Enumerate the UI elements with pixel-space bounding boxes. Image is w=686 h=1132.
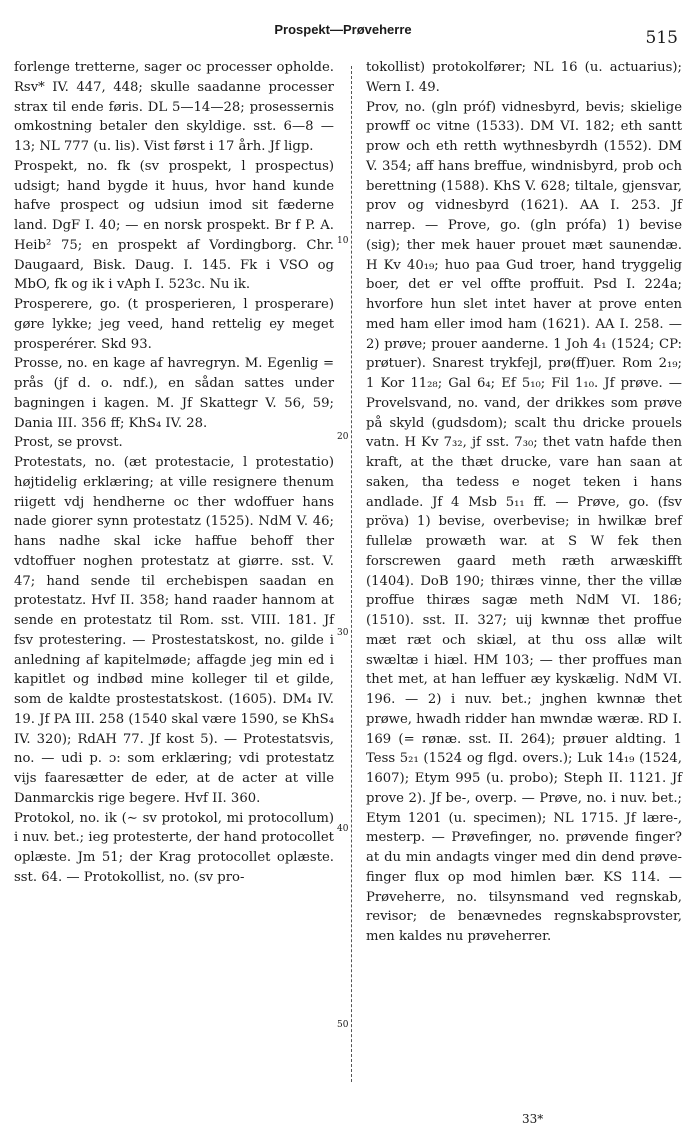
line-number: 10 bbox=[337, 236, 349, 246]
entry-prost: Prost, se provst. bbox=[14, 435, 123, 451]
signature-mark: 33* bbox=[522, 1112, 544, 1126]
line-number: 20 bbox=[337, 432, 349, 442]
entry-protokollist-cont: tokollist) protokolfører; NL 16 (u. actuarius); Wern I. 49. bbox=[366, 60, 682, 95]
entry-prosse: Prosse, no. en kage af havregryn. M. Egenlig = prås (jf d. o. ndf.), en sådan sattes under bagningen i kagen. M. Jf Skattegr V. 56, 59; Dania III. 356 ff; KhS₄ IV. 28. bbox=[14, 356, 334, 431]
entry-protestats: Protestats, no. (æt protestacie, l protestatio) højtidelig erklæring; at ville resignere thenum riigett vdj hendherne oc ther wdoffuer hans nade giorer synn protestatz (1525). NdM V. 46; hans nadhe skal icke haffue behoff ther vdtoffuer noghen protestatz at giørre. sst. V. 47; hand sende til erchebispen saadan en protestatz. Hvf II. 358; hand raader hannom at sende en protestatz til Rom. sst. VIII. 181. Jf fsv protestering. — Prostestatskost, no. gilde i anledning af kapitelmøde; affagde jeg min ed i kapitlet og indbød mine kolleger til et gilde, som de kaldte prostestatskost. (1605). DM₄ IV. 19. Jf PA III. 258 (1540 skal være 1590, se KhS₄ IV. 320); RdAH 77. Jf kost 5). — Protestatsvis, no. — udi p. ɔ: som erklæring; vdi protestatz vijs faaresætter de eder, at de acter at ville Danmarckis rige begere. Hvf II. 360. bbox=[14, 455, 334, 806]
page-number: 515 bbox=[645, 28, 678, 48]
entry-paragraph: forlenge tretterne, sager oc processer opholde. Rsv* IV. 447, 448; skulle saadanne processer strax til ende føris. DL 5—14—28; prosessernis omkostning betaler den skyldige. sst. 6—8 —13; NL 777 (u. lis). Vist først i 17 årh. Jf ligp. bbox=[14, 60, 334, 154]
right-column bbox=[366, 58, 682, 947]
left-column bbox=[14, 58, 334, 888]
entry-prosperere: Prosperere, go. (t prosperieren, l prosperare) gøre lykke; jeg veed, hand rettelig ey meget prosperérer. Skd 93. bbox=[14, 297, 334, 352]
running-title: Prospekt—Prøveherre bbox=[274, 22, 412, 37]
line-number: 50 bbox=[337, 1020, 349, 1030]
entry-protokol: Protokol, no. ik (∼ sv protokol, mi protocollum) i nuv. bet.; ieg protesterte, der hand protocollet oplæste. Jm 51; der Krag protocollet oplæste. sst. 64. — Protokollist, no. (sv pro- bbox=[14, 810, 334, 885]
page-header bbox=[0, 22, 686, 46]
column-divider bbox=[351, 66, 352, 1082]
line-number: 30 bbox=[337, 628, 349, 638]
entry-prospekt: Prospekt, no. fk (sv prospekt, l prospectus) udsigt; hand bygde it huus, hvor hand kunde hafve prospect og udsiun imod sit fæderne land. DgF I. 40; — en norsk prospekt. Br f P. A. Heib² 75; en prospekt af Vordingborg. Chr. Daugaard, Bisk. Daug. I. 145. Fk i VSO og MbO, fk og ik i vAph I. 523c. Nu ik. bbox=[14, 158, 334, 293]
entry-prov: Prov, no. (gln próf) vidnesbyrd, bevis; skielige prowff oc vitne (1533). DM VI. 182; eth santt prow och eth retth wythnesbyrdh (1552). DM V. 354; aff hans breffue, windnisbyrd, prob och berettning (1588). KhS V. 628; tiltale, gjensvar, prov og vidnesbyrd (1621). AA I. 253. Jf narrep. — Prove, go. (gln prófa) 1) bevise (sig); ther mek hauer prouet mæt saunendæ. H Kv 40₁₉; huo paa Gud troer, hand tryggelig boer, det er vel offte proffuit. Psd I. 224a; hvorfore hun slet intet haver at prove enten med ham eller imod ham (1621). AA I. 258. — 2) prøve; prouer aanderne. 1 Joh 4₁ (1524; CP: prøtuer). Snarest trykfejl, prø(ff)uer. Rom 2₁₉; 1 Kor 11₂₈; Gal 6₄; Ef 5₁₀; Fil 1₁₀. Jf prøve. — Provelsvand, no. vand, der drikkes som prøve på skyld (gudsdom); scalt thu dricke prouels vatn. H Kv 7₃₂, jf sst. 7₃₀; thet vatn hafde then kraft, at the thæt drucke, vare han saan at saken, tha tedess e noget teken i hans andlade. Jf 4 Msb 5₁₁ ff. — Prøve, go. (fsv pröva) 1) bevise, overbevise; in hwilkæ bref fullelæ prowæth war. at S W fek then forscrewen gaard meth ræth arwæskifft (1404). DoB 190; thiræs vinne, ther the villæ proffue thiræs sagæ meth NdM VI. 186; (1510). sst. II. 327; uij kwnnæ thet proffue mæt ræt och skiæl, at thu oss allæ wilt swæltæ i hiæl. HM 103; — ther proffues man thet met, at han leffuer æy kyskælig. NdM VI. 196. — 2) i nuv. bet.; jnghen kwnnæ thet prøwe, hwadh ridder han mwndæ wæræ. RD I. 169 (= rønæ. sst. II. 264); prøuer aldting. 1 Tess 5₂₁ (1524 og flgd. overs.); Luk 14₁₉ (1524, 1607); Etym 995 (u. probo); Steph II. 1121. Jf prove 2). Jf be-, overp. — Prøve, no. i nuv. bet.; Etym 1201 (u. specimen); NL 1715. Jf lære-, mesterp. — Prøvefinger, no. prøvende finger? at du min andagts vinger med din dend prøve-finger flux op mod himlen bær. KS 114. — Prøveherre, no. tilsynsmand ved regnskab, revisor; de benævnedes regnskabsprovster, men kaldes nu prøveherrer. bbox=[366, 99, 682, 944]
line-number: 40 bbox=[337, 824, 349, 834]
